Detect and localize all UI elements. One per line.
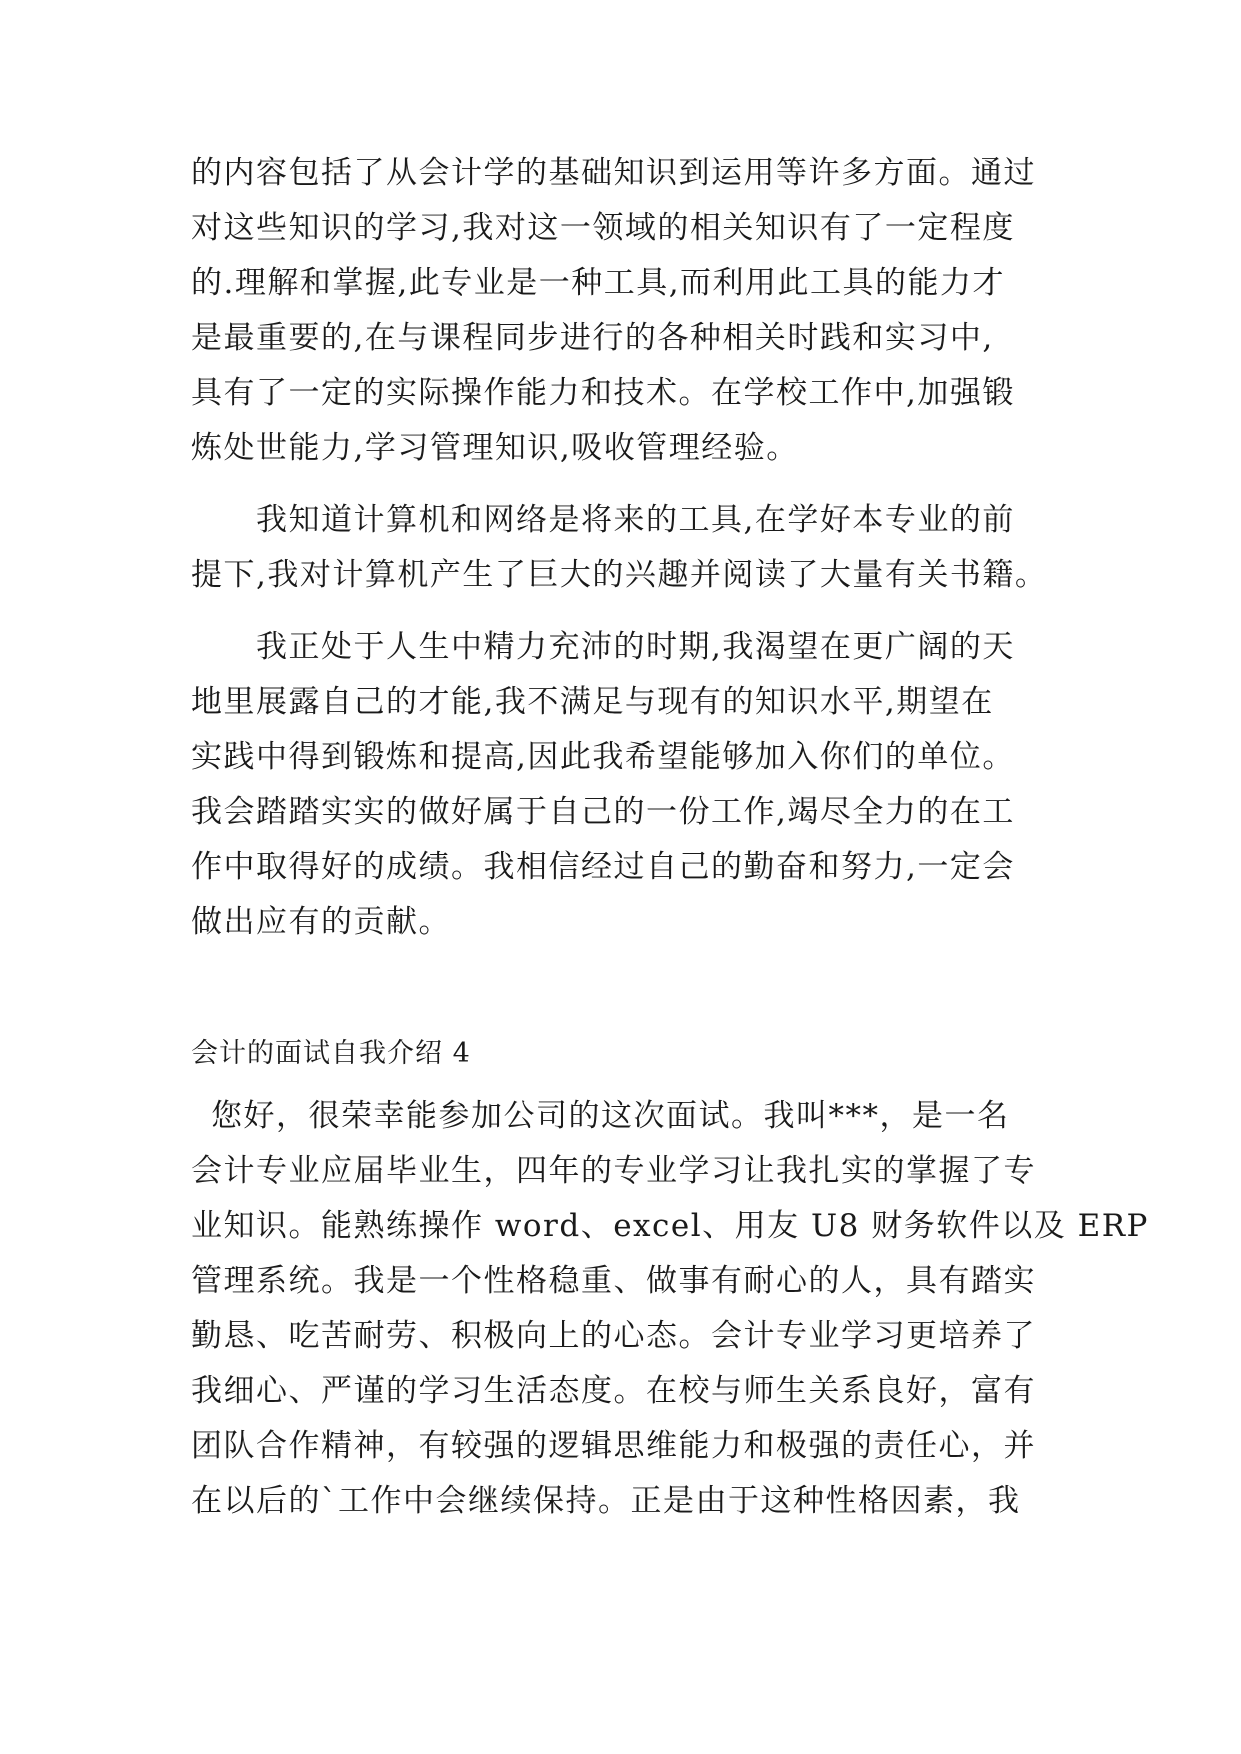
section-heading: 会计的面试自我介绍 4 bbox=[191, 1038, 471, 1069]
paragraph-4-line-5: 勤恳、吃苦耐劳、积极向上的心态。会计专业学习更培养了 bbox=[191, 1318, 1036, 1354]
paragraph-4-line-1: 您好，很荣幸能参加公司的这次面试。我叫***，是一名 bbox=[211, 1098, 1010, 1134]
paragraph-4-line-4: 管理系统。我是一个性格稳重、做事有耐心的人，具有踏实 bbox=[191, 1263, 1036, 1299]
paragraph-3-line-4: 我会踏踏实实的做好属于自己的一份工作,竭尽全力的在工 bbox=[191, 794, 1015, 830]
paragraph-1-line-4: 是最重要的,在与课程同步进行的各种相关时践和实习中, bbox=[191, 320, 994, 356]
paragraph-1-line-5: 具有了一定的实际操作能力和技术。在学校工作中,加强锻 bbox=[191, 375, 1015, 411]
paragraph-4-line-8: 在以后的`工作中会继续保持。正是由于这种性格因素，我 bbox=[191, 1483, 1021, 1519]
paragraph-1-line-6: 炼处世能力,学习管理知识,吸收管理经验。 bbox=[191, 430, 799, 466]
paragraph-4-line-6: 我细心、严谨的学习生活态度。在校与师生关系良好，富有 bbox=[191, 1373, 1036, 1409]
paragraph-2-line-1: 我知道计算机和网络是将来的工具,在学好本专业的前 bbox=[256, 502, 1015, 538]
paragraph-3-line-1: 我正处于人生中精力充沛的时期,我渴望在更广阔的天 bbox=[256, 629, 1015, 665]
paragraph-1-line-2: 对这些知识的学习,我对这一领域的相关知识有了一定程度 bbox=[191, 210, 1015, 246]
paragraph-3-line-5: 作中取得好的成绩。我相信经过自己的勤奋和努力,一定会 bbox=[191, 849, 1015, 885]
paragraph-3-line-2: 地里展露自己的才能,我不满足与现有的知识水平,期望在 bbox=[191, 684, 994, 720]
paragraph-2-line-2: 提下,我对计算机产生了巨大的兴趣并阅读了大量有关书籍。 bbox=[191, 557, 1048, 593]
paragraph-3-line-6: 做出应有的贡献。 bbox=[191, 904, 451, 940]
paragraph-4-line-3: 业知识。能熟练操作 word、excel、用友 U8 财务软件以及 ERP bbox=[191, 1208, 1149, 1244]
paragraph-1-line-1: 的内容包括了从会计学的基础知识到运用等许多方面。通过 bbox=[191, 155, 1036, 191]
paragraph-1-line-3: 的.理解和掌握,此专业是一种工具,而利用此工具的能力才 bbox=[191, 265, 1006, 301]
paragraph-4-line-7: 团队合作精神，有较强的逻辑思维能力和极强的责任心，并 bbox=[191, 1428, 1036, 1464]
paragraph-3-line-3: 实践中得到锻炼和提高,因此我希望能够加入你们的单位。 bbox=[191, 739, 1015, 775]
paragraph-4-line-2: 会计专业应届毕业生，四年的专业学习让我扎实的掌握了专 bbox=[191, 1153, 1036, 1189]
